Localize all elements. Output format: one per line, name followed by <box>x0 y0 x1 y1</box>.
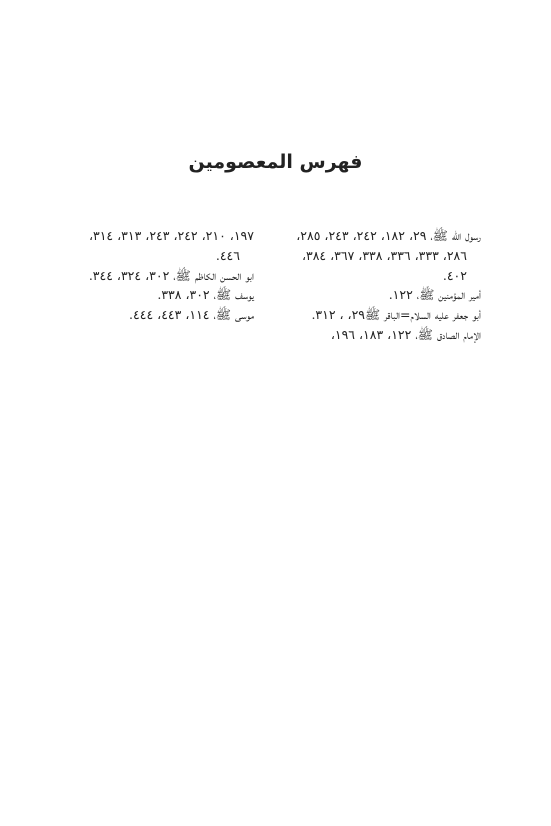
index-entry: موسى ﷺ، ١١٤، ٤٤٣، ٤٤٤. <box>129 307 254 323</box>
index-column-right <box>281 226 481 345</box>
index-entry: أمير المؤمنين ﷺ، ١٢٢. <box>388 287 481 303</box>
index-entry: ابو الحسن الكاظم ﷺ، ٣٠٢، ٣٢٤، ٣٤٤. <box>88 267 254 283</box>
index-entry: يوسف ﷺ، ٣٠٢، ٣٣٨. <box>157 287 254 303</box>
page-title: فهرس المعصومين <box>188 151 363 173</box>
index-entry: الإمام الصادق ﷺ، ١٢٢، ١٨٣، ١٩٦، <box>330 326 481 342</box>
index-entry: أبو جعفر عليه السلام=الباقر ﷺ٢٩، ، ٣١٢. <box>311 307 481 323</box>
index-entry: ١٩٧، ٢١٠، ٢٤٢، ٢٤٣، ٣١٣، ٣١٤، ٤٤٦. <box>88 228 254 263</box>
index-entry: رسول الله ﷺ، ٢٩، ١٨٢، ٢٤٢، ٢٤٣، ٢٨٥، ٢٨٦، ٣٣٣، ٣٣٦، ٣٣٨، ٣٦٧، ٣٨٤، ٤٠٢. <box>296 228 481 283</box>
index-column-left <box>64 226 254 325</box>
